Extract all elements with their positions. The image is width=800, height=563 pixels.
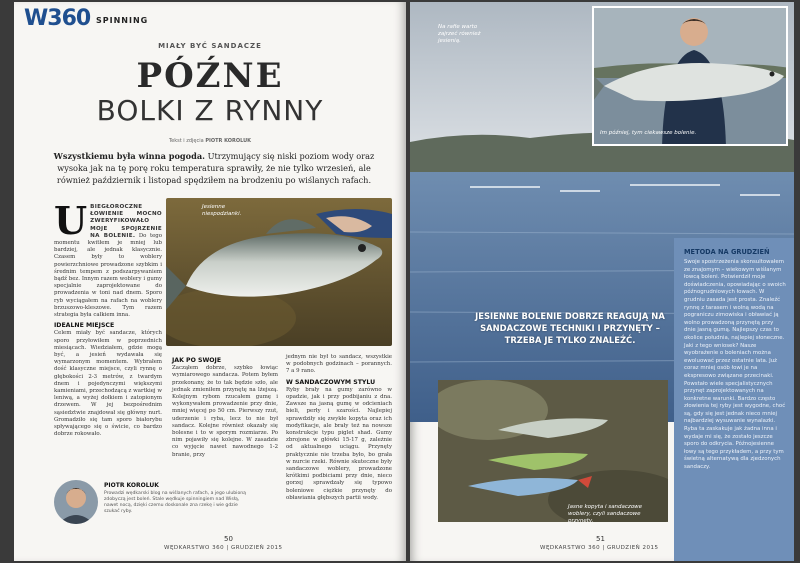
caption-lures: Jasne kopyta i sandaczowe woblery, czyli sandaczowe przynęty. [568,504,643,522]
lead-rest: Utrzymujący się niski poziom wody oraz wysoka jak na tę porę roku temperatura sprawiły, że nie tylko wrzesień, ale również październik i listopad spędziłem na brodzeniu po wiślanych rafach. [56,151,375,185]
author-face-icon [54,480,98,524]
folio-left: WĘDKARSTWO 360 | GRUDZIEŃ 2015 [164,545,283,551]
author-box [54,480,394,524]
author-bio: Prowadzi wędkarski blog na wiślanych rafach, a jego ulubioną zdobyczą jest boleń. Stale wędkuje spinningiem nad Wisłą, nawet nocą, dzięki czemu doskonale zna rzekę i wie gdzie szukać ryby. [104,491,246,514]
author-name: PIOTR KOROLUK [104,482,159,489]
caption-top: Na rafie warto zajrzeć również jesienią. [438,24,481,44]
left-page [14,2,406,561]
lead-bold: Wszystkiemu była winna pogoda. [53,151,205,161]
fish-in-hand-icon [166,198,392,346]
sidebar-text: Swoje spostrzeżenia skonsultowałem ze znajomym – wiekowym wiślanym łowcą boleni. Potwierdził moje doświadczenia, opowiadając o swoich późnogrudniowych łowach. W grudniu zasada jest prosta. Znaleźć rynnę z tarasem i wolną wodą na pograniczu zimowiska i obławiać ją wolno prowadzoną przynętą przy dnie jasną gumą. Najlepszy czas to okolice południa, najlepiej słoneczne. Jaki z tego wniosek? Nasze wyobrażenie o boleniach można ewoluować przez ostatnie lata. Już coraz mniej osób łowi je na ekspresowo związane przecinaki. Powstało wiele specjalistycznych przynęt zaprojektowanych na konkretne warunki. Bardzo często złowienia tej ryby jest wygodne, choć są, gdy się jest jednak nieco mniej najbardziej wysuwanie wynalazki. Ryba ta zaskakuje jak żadna inna i wydaje mi się, że zostało jeszcze sporo do odkrycia. Późnojesienne łowy są tego przykładem, a przy tym świetną alternatywą dla zjedzonych sandaczy. [684,259,786,471]
heading-idealne-miejsce: IDEALNE MIEJSCE [54,322,115,330]
article-title-line2: BOLKI Z RYNNY [96,94,324,127]
angler-with-fish-icon [594,8,788,146]
column-1-text2: Celem miały być sandacze, których sporo przyłowiłem w poprzednich miesiącach. Wiedziałem, gdzie mogą być, a jesień wydawała się wymarzonym momentem. Wybrałem dość klasyczne miejsce, czyli rynnę o głębokości 2-3 metrów, z twardym dnem i pojedynczymi większymi kamieniami, przechodzącą z wartkiej w leniwą, a wyżej dołkiem i zatopionym drzewem. W jej bezpośrednim sąsiedztwie znajdował się główny nurt. Gromadziło się tam sporo białorybu spływającego się o świcie, co bardzo dobrze rokowało. [54,330,162,438]
byline [14,138,406,144]
column-2-text: Zacząłem dobrze, szybko łowiąc wymiarowego sandacza. Potem byłem przekonany, że to tak będzie szło, ale jednak zmieniłem przynętę na lżejszą. Kolejnym rybom rzucałem gumę i wykonywałem prowadzenie przy dnie, mniej więcej po 50 cm. Pierwszy rzut, uderzenie i ryba, lecz to nie był sandacz. Kolejne również okazały się bolesne i to w sporym rozmiarze. Po nim pojawiły się kolejne. W zasadzie co wyjęcie nawet nawodnego 1-2 branie, przy [172,365,278,458]
column-1 [54,198,163,439]
sidebar-box [674,238,794,561]
page-number-left: 50 [224,535,233,543]
lures-photo [438,380,668,522]
byline-prefix: Tekst i zdjęcia [168,138,204,144]
avatar [54,480,98,524]
byline-author: PIOTR KOROLUK [205,138,252,144]
sidebar-title: METODA NA GRUDZIEŃ [684,248,770,256]
heading-jak-po-swoje: JAK PO SWOJE [172,357,222,364]
column-1-intro: BIEGŁOROCZNE ŁOWIENIE MOCNO ZWERYFIKOWAŁO MOJE SPOJRZENIE NA BOLENIE. [90,204,162,239]
page-number-right: 51 [596,535,605,543]
section-label: SPINNING [96,16,149,25]
magazine-logo: W360 [24,6,91,31]
column-3-text2: Ryby brały na gumy zarówno w opadzie, jak i przy podbijaniu z dna. Zawsze na jasną gumę w odcieniach bieli, perły i szarości. Najlepiej sprawdziły się zwykłe kopyta oraz ich modyfikacje, ale brały też na nowsze konstrukcje typu piglet shad. Gumy zbrojone w główki 15-17 g, zależnie od aktualnego uciągu. Przynęty praktycznie nie trzeba było, bo grała w nurcie rzeki. Równie skuteczne były sandaczowe woblery, prowadzone krótkimi podbiciami przy dnie, nieco gorzej sprawdzały się typowo boleniowe ciężkie przynęty do obławiania głębszych partii wody. [286,386,392,501]
drop-cap: U [54,198,88,243]
fish-photo [166,198,392,346]
fishing-lures-icon [438,380,668,522]
column-3-text: jednym nie był to sandacz, wszystkie w podobnych godzinach – porannych. 7 a 9 rano. [286,354,392,375]
caption-inset: Im później, tym ciekawsze bolenie. [600,130,697,136]
article-title-line1: PÓŹNE [136,56,284,96]
article-kicker: MIAŁY BYĆ SANDACZE [158,42,262,50]
photo-caption: Jesienne niespodzianki. [202,204,242,217]
column-1-text: Do tego momentu kwitłem je mniej lub bardziej, ale jednak klasycznie. Czasem były to woblery powierzchniowe prowadzone szybkim i średnim tempem z podszarpywaniem bądź bez. Innym razem woblery i gumy specjalnie zaprojektowane do prowadzenia w toni nad dnem. Sporo ryb wyciągałem na rafach na woblery brzuszowo-kleszowe. Tym razem strategia była całkiem inna. [54,232,163,319]
article-lead [44,150,384,186]
angler-inset-photo [592,6,788,146]
column-2 [172,354,278,459]
heading-sandaczowy-styl: W SANDACZOWYM STYLU [286,378,376,386]
right-page [410,2,794,561]
pull-quote: JESIENNE BOLENIE DOBRZE REAGUJĄ NA SANDACZOWE TECHNIKI I PRZYNĘTY – TRZEBA JE TYLKO ZNALEŹĆ. [475,311,665,345]
folio-right: WĘDKARSTWO 360 | GRUDZIEŃ 2015 [540,545,659,551]
